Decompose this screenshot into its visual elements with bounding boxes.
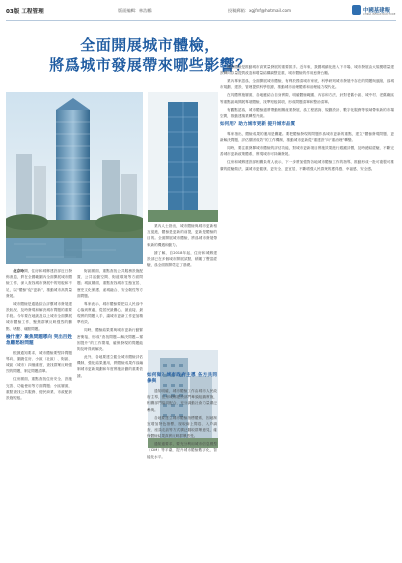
dateline: 北京時 — [13, 269, 25, 273]
image-spacer — [147, 270, 217, 370]
paragraph: 業內專家認爲，全面開展城市體檢，有利於摸清城市家底，科學研判城市發展中存在的問題與風險，爲城市規劃、建設、管理提供科學依據，推動城市治理體系和治理能力現代化。 — [220, 79, 394, 90]
logo-subtitle: CHINA INFRASTRUCTURE — [363, 13, 396, 16]
subheading-how: 如何做？城市政府主導 各方共同參與 — [147, 373, 217, 385]
article-column-1 — [6, 268, 72, 403]
paragraph: 各地要建立城市體檢指標體系，因地制宜增加特色指標，採取線上問卷、入戶調查、座談走訪等方式廣泛聽取群眾意見，確保體檢結果真實反映群眾感受。 — [147, 415, 217, 439]
paragraph: 街區層面，重點查找公共服務設施配置、公共活動空間、街道環境等方面問題；城區層面，重點查找城市生態宜居、歷史文化保護、產城融合、安全韌性等方面問題。 — [77, 269, 143, 298]
paragraph: 專家表示，城市體檢要把以人民爲中心落到實處，從居民最關心、最直接、最現實的問題入手，讓城市更新工作更加精準有效。 — [77, 301, 143, 325]
paragraph: 專家指出，體檢成果的運用是關鍵。要把體檢發現的問題作爲城市更新的重點，建立“體檢發現問題、更新解決問題、評估鞏固成效”的工作機制，推動城市更新從“重建設”向“重治理”轉變。 — [220, 132, 394, 143]
submission-email: 投稿郵箱：xgjfnf@hotmail.com — [228, 8, 292, 13]
headline-line-2: 將爲城市發展帶來哪些影響？ — [49, 56, 251, 74]
subheading-what: 檢什麼？聚焦問題導向 突出百姓急難愁盼問題 — [6, 334, 72, 346]
paragraph: 同時，體檢結果要與城市更新行動緊密銜接，形成“查找問題—解決問題—鞏固提升”的工作閉環，確保發現的問題能夠及時得到解決。 — [77, 328, 143, 352]
article-column-3 — [147, 223, 217, 462]
newspaper-logo — [352, 4, 396, 18]
page-section-label: 03版 工程管理 — [6, 9, 44, 15]
paragraph: 有觀點認爲，城市體檢還將帶動相關產業發展，爲工程諮詢、規劃設計、數字化服務等領域帶來新的市場空間，推動建築業轉型升級。 — [220, 107, 394, 118]
paragraph: 通知還要求，要充分利用城市信息模型（CIM）等平臺，提升城市體檢數字化、智能化水平。 — [147, 442, 217, 459]
header-divider — [6, 20, 396, 21]
paragraph: 在具體實施層面，各地應結合自身實際，明確體檢範圍、內容和方法，針對老舊小區、城中村、老舊廠區等重點區域開展專項體檢，找準短板弱項，形成問題清單和整治清單。 — [220, 93, 394, 104]
article-column-4 — [220, 64, 394, 174]
paragraph: 此外，各地要建立健全城市體檢評估機制，強化結果運用，將體檢成果作爲編制城市更新規劃和年度實施計劃的重要依據。 — [77, 355, 143, 378]
page-header — [0, 0, 402, 22]
headline-line-1: 全面開展城市體檢， — [80, 36, 220, 54]
paragraph: 通知明確，城市體檢工作由城市人民政府主導，住房城鄉建設部門牽頭組織實施，相關部門協同配合，充分調動社會力量廣泛參與。 — [147, 389, 217, 412]
logo-name: 中國基建報 — [363, 8, 390, 14]
paragraph: 根據通知要求，城市體檢要堅持問題導向，圍繞住房、小區（社區）、街區、城區（城市）四個維度，查找群眾反映強烈的問題，制定問題清單。 — [6, 350, 72, 374]
paragraph: 住房和城鄉建設部相關負責人表示，下一步將加強對各地城市體檢工作的指導，推動形成一批可複製可推廣的經驗做法，讓城市更健康、更安全、更宜居，不斷增強人民群衆的獲得感、幸福感、安全感。 — [220, 160, 394, 171]
paragraph: 住房層面，重點查找住房安全、設施完善、功能使用等方面問題；小區層面，重點查找公共服務、便民商業、市政配套設施短板。 — [6, 377, 72, 401]
paragraph: 城市體檢是推動城市高質量發展的重要抓手。近年來，我國城鎮化進入下半場，城市發展由大規模增量建設轉向存量提質改造和增量結構調整並重，城市體檢的作用愈發凸顯。 — [220, 65, 394, 76]
editor-credit: 版面編輯：林浩鵬 — [118, 8, 152, 13]
lead-text: 間，住房和城鄉建設部近日發佈消息，將在全國範圍內全面開展城市體檢工作，深入查找城市發展中的短板和不足，以“體檢”促“更新”，推動城市高質量發展。 — [6, 269, 73, 298]
paragraph: 據了解，自2018年起，住房和城鄉建設部已在多個城市開展試點，積累了豐富經驗，爲全面推開奠定了基礎。 — [147, 250, 217, 268]
paragraph: 城市體檢是通過綜合評價城市發展建設狀況、及時發現和解決城市問題的重要手段。今年要在地級及以上城市全面開展城市體檢工作，聚焦群眾反映強烈的難點、堵點、痛點問題。 — [6, 301, 72, 331]
article-column-2 — [77, 268, 143, 381]
cityscape-illustration — [6, 92, 143, 264]
tower-illustration — [148, 92, 218, 222]
cityscape-photo — [6, 92, 143, 264]
subheading-use: 如何用？助力城市更新 提升城市品質 — [220, 122, 296, 128]
lead-paragraph — [6, 268, 72, 299]
paragraph: 業內人士指出，城市體檢與城市更新相互促進，體檢是更新的前提，更新是體檢的目的。全面開展城市體檢，將爲城市發展帶來新的機遇和動力。 — [147, 224, 217, 247]
logo-emblem-icon — [352, 5, 361, 15]
paragraph: 同時，要注重發揮城市體檢的評估功能，對城市更新項目實施效果進行跟蹤評價，及時總結經驗，不斷完善城市更新政策體系，實現城市可持續發展。 — [220, 146, 394, 157]
tower-photo — [148, 92, 218, 222]
